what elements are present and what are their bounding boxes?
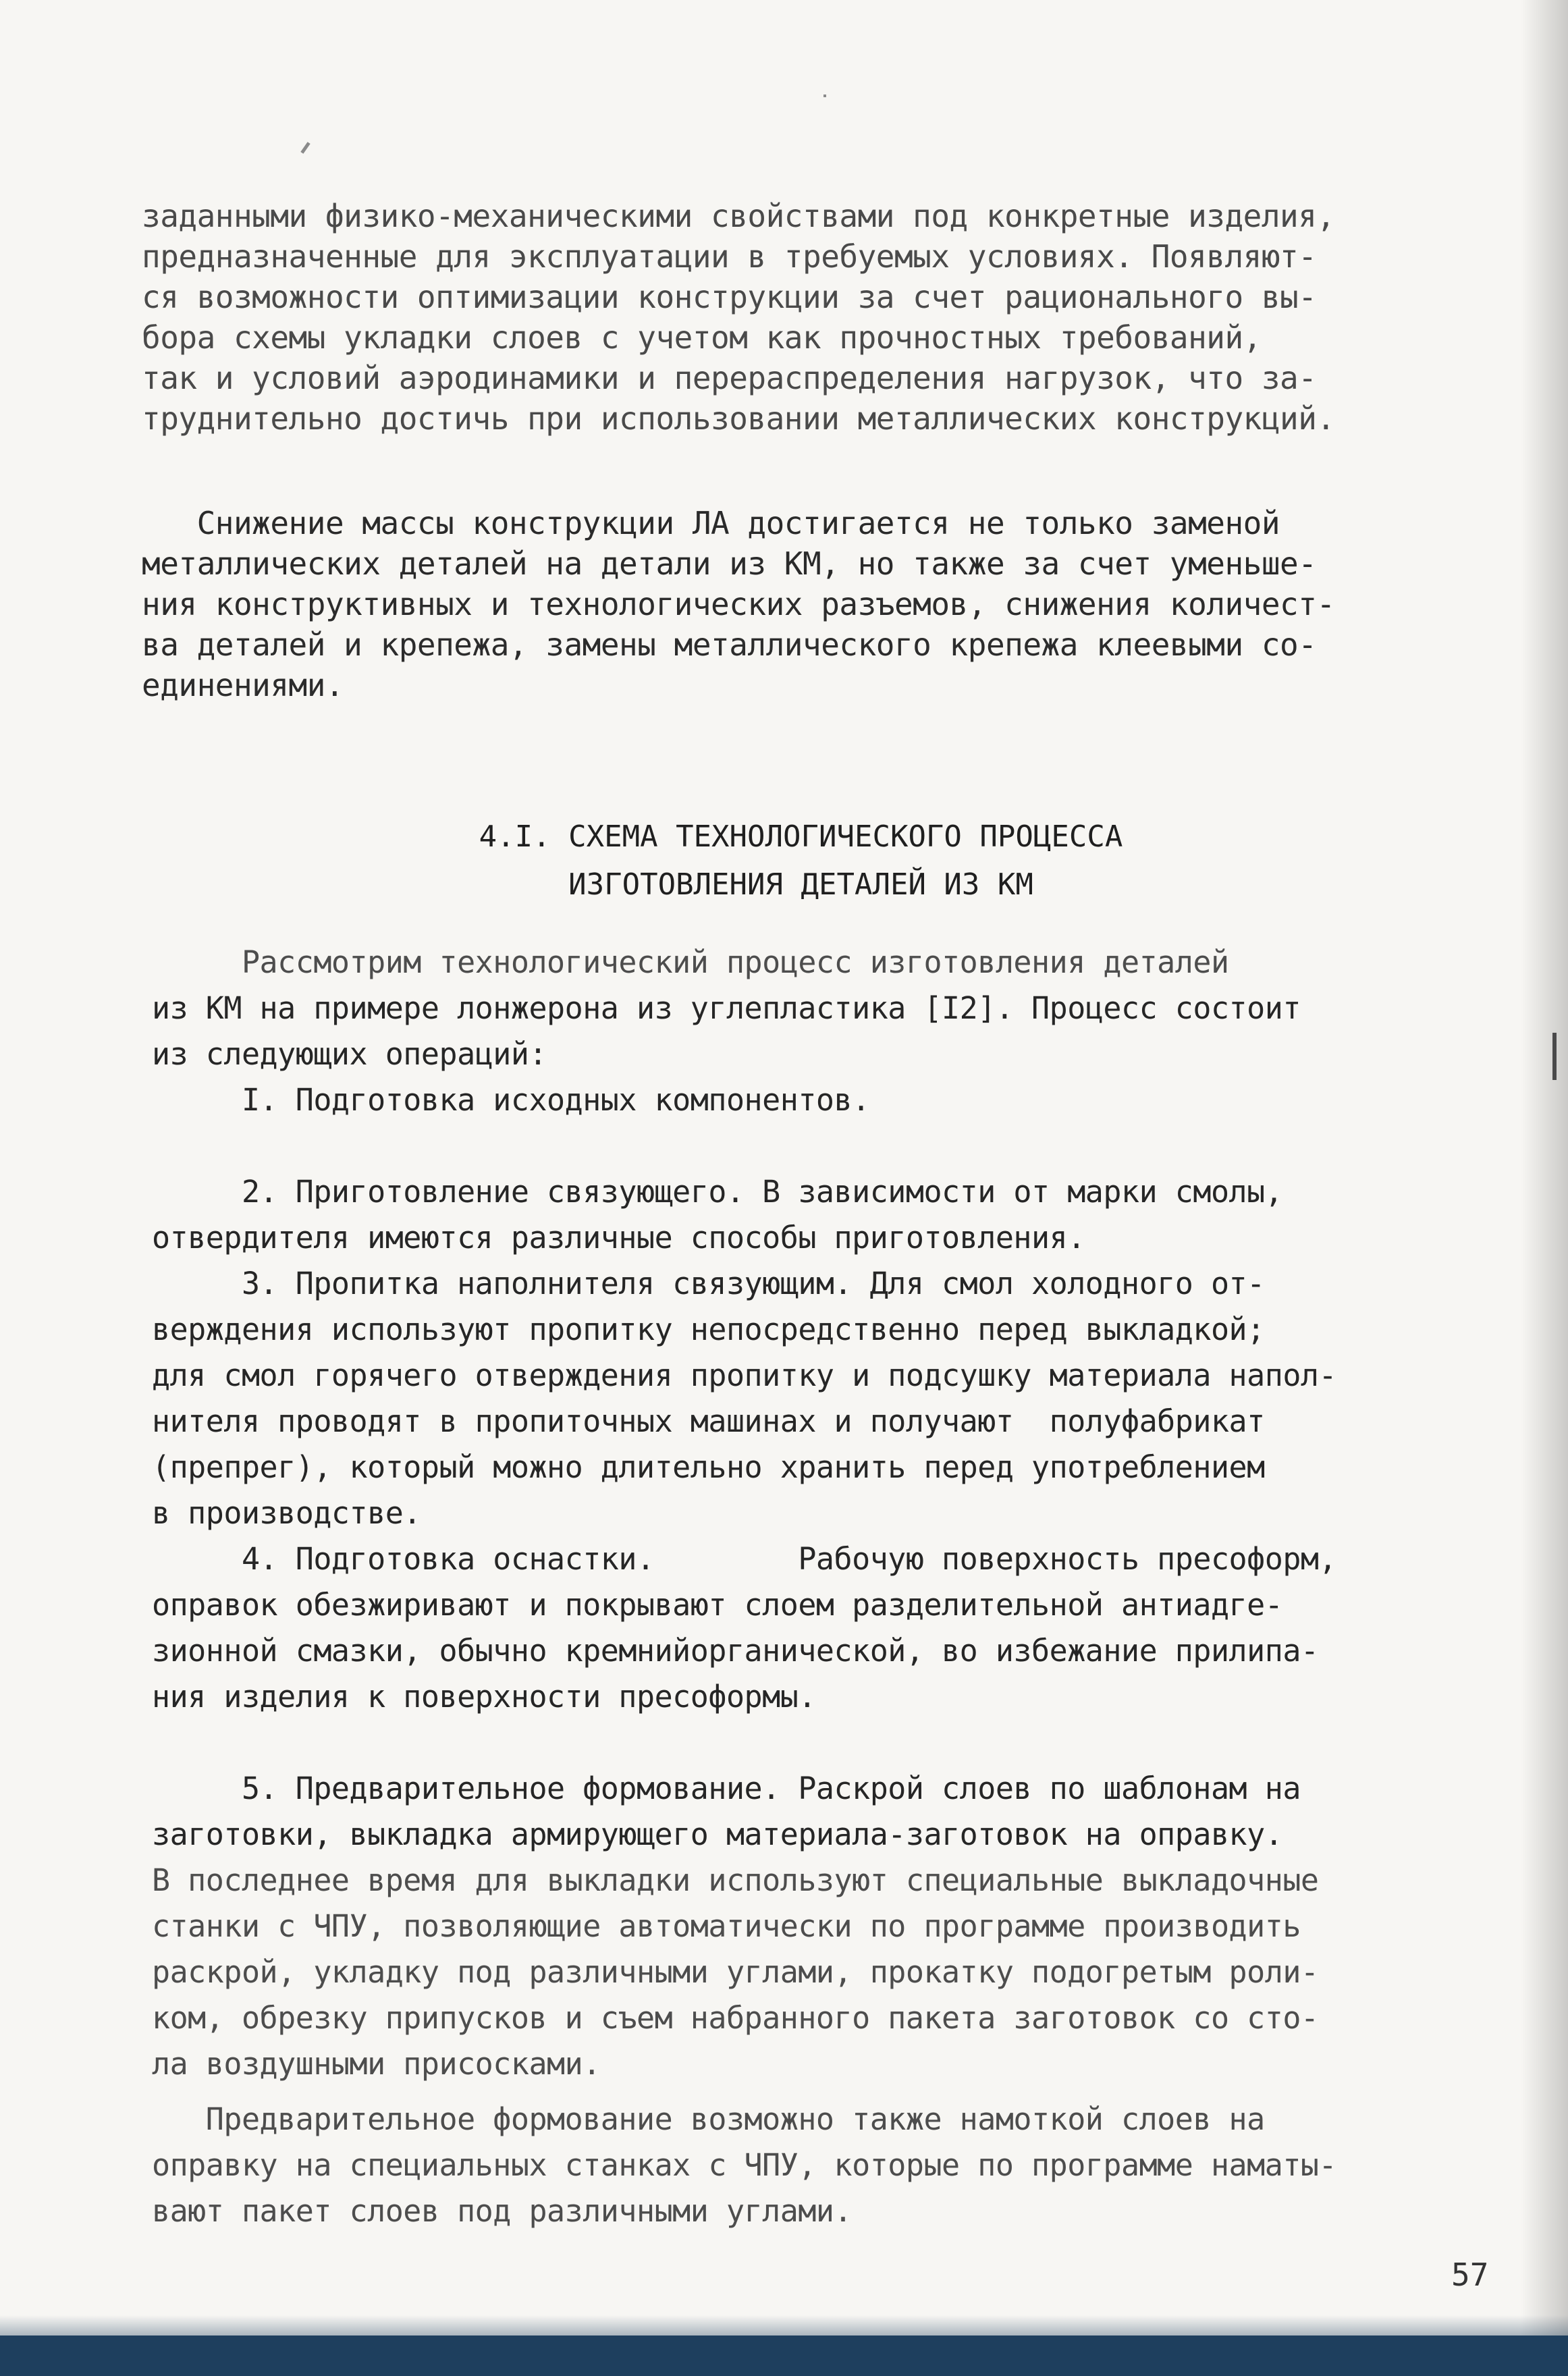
step-3 [152,1261,1536,1536]
text-line: оправку на специальных станках с ЧПУ, которые по программе наматы- [152,2147,1337,2183]
text-line: 5. Предварительное формование. Раскрой слоев по шаблонам на [152,1771,1301,1806]
text-line: 2. Приготовление связующего. В зависимости от марки смолы, [152,1174,1283,1210]
scan-speck [300,142,310,154]
text-line: отвердителя имеются различные способы приготовления. [152,1220,1085,1256]
section-heading-line-1: 4.I. СХЕМА ТЕХНОЛОГИЧЕСКОГО ПРОЦЕССА [479,819,1123,854]
text-line: вают пакет слоев под различными углами. [152,2193,853,2229]
text-line: раскрой, укладку под различными углами, прокатку подогретым роли- [152,1954,1319,1990]
text-line: ла воздушными присосками. [152,2046,601,2082]
text-line: ния изделия к поверхности пресоформы. [152,1679,816,1714]
text-line: бора схемы укладки слоев с учетом как прочностных требований, [142,319,1262,356]
paragraph-2 [142,503,1525,705]
text-line: В последнее время для выкладки используют специальные выкладочные [152,1862,1319,1898]
section-heading-line-2: ИЗГОТОВЛЕНИЯ ДЕТАЛЕЙ ИЗ КМ [568,867,1033,902]
text-line: ва деталей и крепежа, замены металлического крепежа клеевыми со- [142,626,1317,663]
text-line: металлических деталей на детали из КМ, но также за счет уменьше- [142,545,1317,582]
text-line: в производстве. [152,1495,421,1531]
text-line: нителя проводят в пропиточных машинах и получают полуфабрикат [152,1403,1265,1439]
text-line: единениями. [142,667,344,703]
text-line: из следующих операций: [152,1036,547,1072]
step-1 [152,1077,1536,1123]
text-line: верждения используют пропитку непосредственно перед выкладкой; [152,1312,1265,1347]
final-paragraph [152,2097,1536,2234]
text-line: труднительно достичь при использовании металлических конструкций. [142,400,1335,437]
text-line: ком, обрезку припусков и съем набранного пакета заготовок со сто- [152,2000,1319,2036]
text-line: (препрег), который можно длительно хранить перед употреблением [152,1449,1265,1485]
scan-bottom-fade [0,2315,1568,2336]
text-line: I. Подготовка исходных компонентов. [152,1082,870,1118]
scan-bottom-edge [0,2336,1568,2376]
text-line: заготовки, выкладка армирующего материала-заготовок на оправку. [152,1816,1283,1852]
step-4 [152,1536,1536,1720]
text-line: ся возможности оптимизации конструкции за счет рационального вы- [142,279,1317,315]
text-line: ния конструктивных и технологических разъемов, снижения количест- [142,586,1335,622]
text-line: Рассмотрим технологический процесс изготовления деталей [152,944,1229,980]
text-line: зионной смазки, обычно кремнийорганической, во избежание прилипа- [152,1633,1319,1669]
text-line: 4. Подготовка оснастки. Рабочую поверхность пресоформ, [152,1541,1337,1577]
page-edge-shadow [1521,0,1568,2376]
text-line: станки с ЧПУ, позволяющие автоматически по программе производить [152,1908,1301,1944]
scan-speck [823,94,826,97]
text-line: Предварительное формование возможно также намоткой слоев на [152,2101,1265,2137]
text-line: оправок обезжиривают и покрывают слоем разделительной антиадге- [152,1587,1283,1623]
text-line: предназначенные для эксплуатации в требуемых условиях. Появляют- [142,238,1317,275]
page-number: 57 [1451,2257,1489,2293]
step-5 [152,1766,1536,2087]
text-line: так и условий аэродинамики и перераспределения нагрузок, что за- [142,360,1317,396]
text-line: из КМ на примере лонжерона из углепластика [I2]. Процесс состоит [152,990,1301,1026]
step-2 [152,1169,1536,1261]
intro-paragraph [152,940,1536,1077]
text-line: Снижение массы конструкции ЛА достигается не только заменой [142,505,1280,541]
paragraph-1 [142,196,1525,439]
text-line: заданными физико-механическими свойствами под конкретные изделия, [142,198,1335,234]
text-line: для смол горячего отверждения пропитку и подсушку материала напол- [152,1357,1337,1393]
text-line: 3. Пропитка наполнителя связующим. Для смол холодного от- [152,1266,1265,1301]
